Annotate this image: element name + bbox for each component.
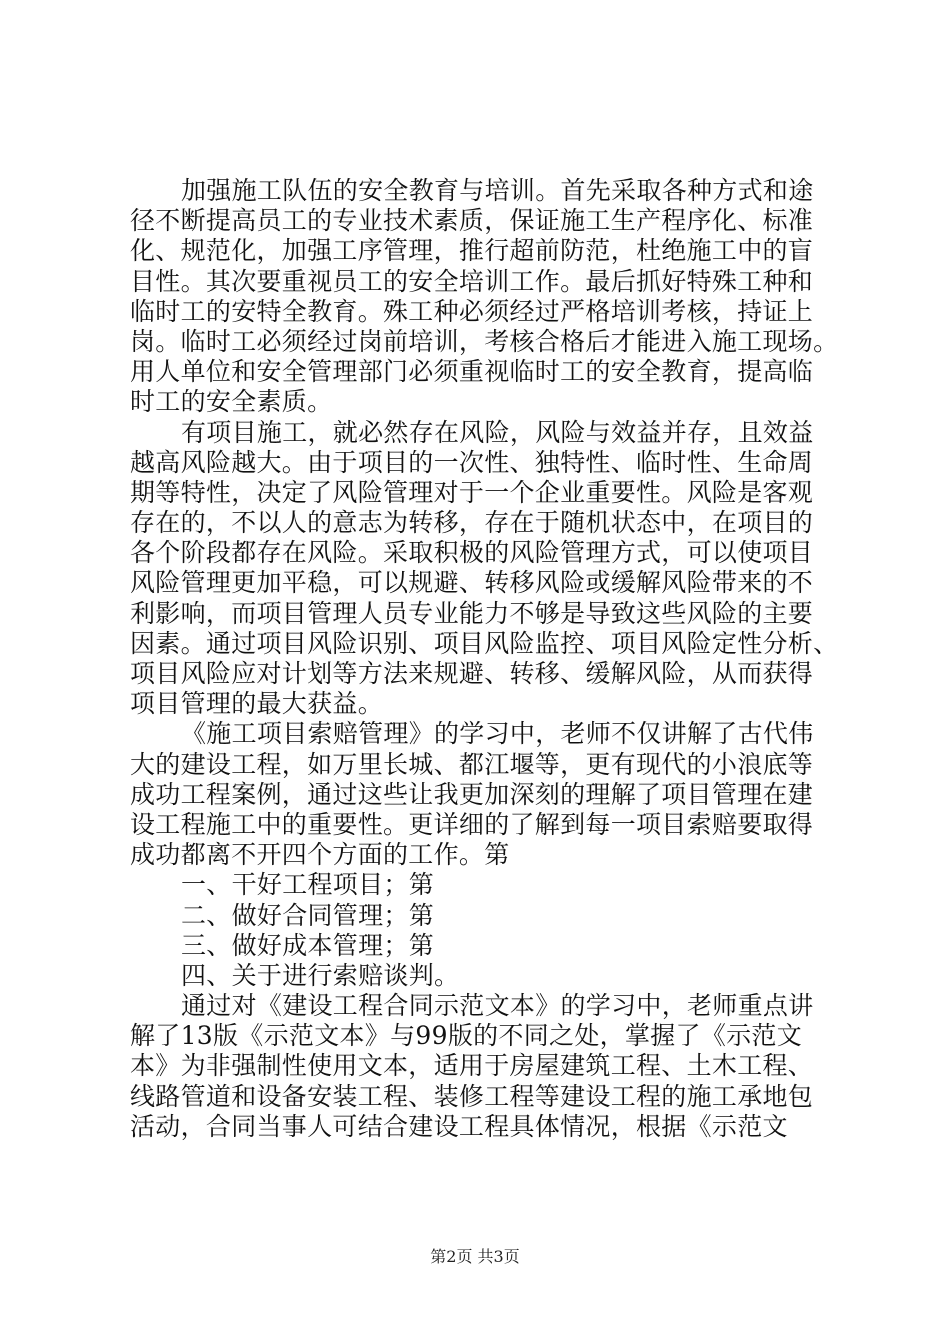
text-line: 解了13版《示范文本》与99版的不同之处，掌握了《示范文 (130, 1021, 803, 1051)
text-line: 有项目施工，就必然存在风险，风险与效益并存，且效益 (181, 417, 814, 447)
text-line: 目性。其次要重视员工的安全培训工作。最后抓好特殊工种和 (130, 266, 814, 296)
document-body (130, 176, 839, 1142)
text-line: 时工的安全素质。 (130, 387, 333, 417)
text-line: 大的建设工程，如万里长城、都江堰等，更有现代的小浪底等 (130, 749, 814, 779)
text-line: 四、关于进行索赔谈判。 (181, 960, 460, 990)
text-line: 存在的，不以人的意志为转移，存在于随机状态中，在项目的 (130, 508, 814, 538)
text-line: 用人单位和安全管理部门必须重视临时工的安全教育，提高临 (130, 357, 814, 387)
text-line: 因素。通过项目风险识别、项目风险监控、项目风险定性分析、 (130, 628, 839, 658)
text-line: 项目风险应对计划等方法来规避、转移、缓解风险，从而获得 (130, 659, 814, 688)
text-line: 通过对《建设工程合同示范文本》的学习中，老师重点讲 (181, 991, 814, 1021)
text-line: 期等特性，决定了风险管理对于一个企业重要性。风险是客观 (130, 477, 814, 507)
text-line: 《施工项目索赔管理》的学习中，老师不仅讲解了古代伟 (181, 719, 814, 749)
text-line: 二、做好合同管理；第 (181, 900, 435, 930)
text-line: 设工程施工中的重要性。更详细的了解到每一项目索赔要取得 (130, 809, 814, 839)
page-footer: 第2页 共3页 (430, 1247, 520, 1266)
text-line: 加强施工队伍的安全教育与培训。首先采取各种方式和途 (181, 176, 814, 205)
text-line: 一、干好工程项目；第 (181, 870, 435, 900)
text-line: 线路管道和设备安装工程、装修工程等建设工程的施工承地包 (130, 1081, 814, 1111)
text-line: 活动，合同当事人可结合建设工程具体情况，根据《示范文 (130, 1111, 788, 1141)
text-line: 成功都离不开四个方面的工作。第 (130, 840, 510, 870)
text-line: 各个阶段都存在风险。采取积极的风险管理方式，可以使项目 (130, 538, 814, 568)
text-line: 本》为非强制性使用文本，适用于房屋建筑工程、土木工程、 (130, 1051, 814, 1081)
text-line: 化、规范化，加强工序管理，推行超前防范，杜绝施工中的盲 (130, 236, 814, 266)
text-line: 径不断提高员工的专业技术素质，保证施工生产程序化、标准 (130, 206, 814, 236)
text-line: 岗。临时工必须经过岗前培训，考核合格后才能进入施工现场。 (130, 326, 839, 356)
text-line: 三、做好成本管理；第 (181, 930, 435, 960)
text-line: 项目管理的最大获益。 (130, 689, 384, 719)
text-line: 利影响，而项目管理人员专业能力不够是导致这些风险的主要 (130, 598, 814, 628)
text-line: 风险管理更加平稳，可以规避、转移风险或缓解风险带来的不 (130, 568, 814, 598)
text-line: 临时工的安特全教育。殊工种必须经过严格培训考核，持证上 (130, 296, 814, 326)
text-line: 越高风险越大。由于项目的一次性、独特性、临时性、生命周 (130, 447, 814, 477)
text-line: 成功工程案例，通过这些让我更加深刻的理解了项目管理在建 (130, 779, 814, 809)
